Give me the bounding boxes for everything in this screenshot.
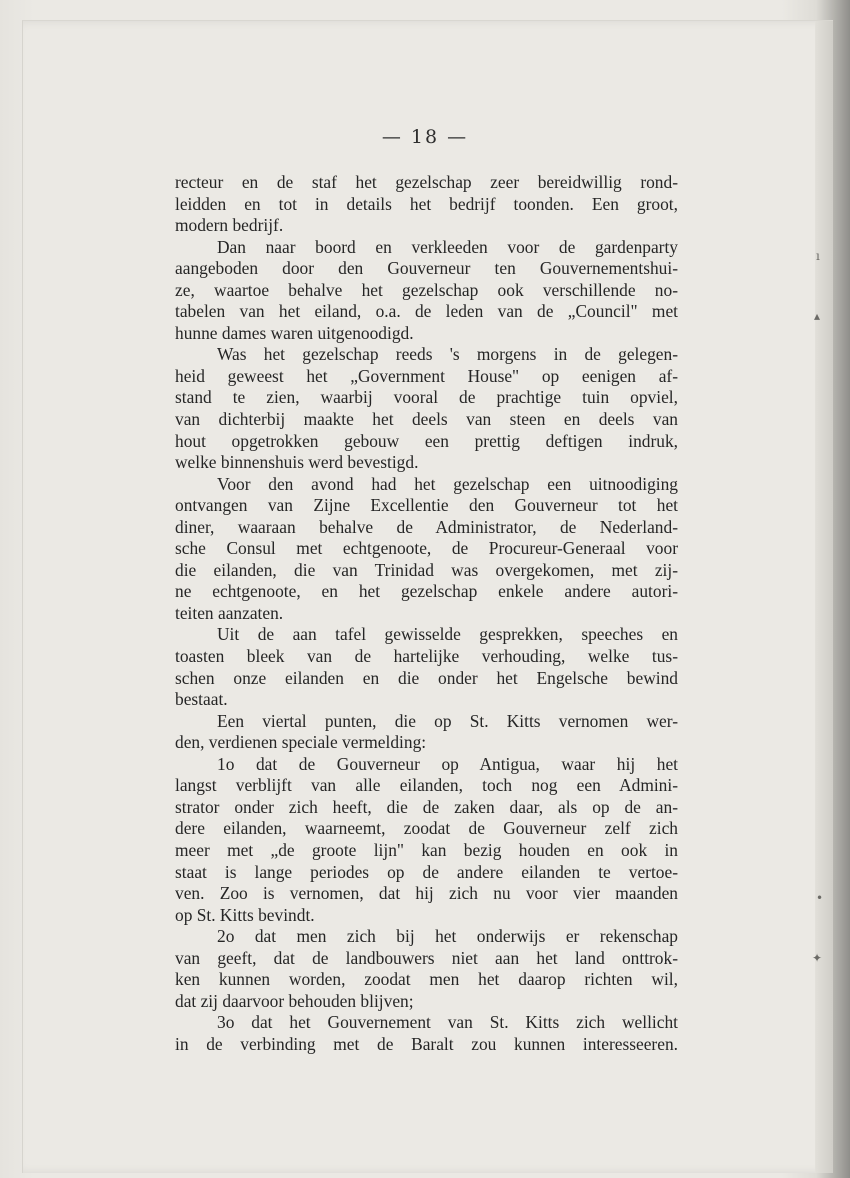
margin-mark: ▴ bbox=[814, 309, 821, 323]
page-number: — 18 — bbox=[381, 126, 469, 148]
text-line: stand te zien, waarbij vooral de prachtige tuin opviel, bbox=[175, 387, 678, 408]
text-line: ven. Zoo is vernomen, dat hij zich nu voor vier maanden bbox=[175, 883, 678, 904]
text-line: hout opgetrokken gebouw een prettig deftigen indruk, bbox=[175, 430, 678, 451]
text-line: op St. Kitts bevindt. bbox=[175, 904, 315, 925]
text-line: die eilanden, die van Trinidad was overgekomen, met zij- bbox=[175, 559, 678, 580]
text-line: strator onder zich heeft, die de zaken daar, als op de an- bbox=[175, 796, 678, 817]
text-line: aangeboden door den Gouverneur ten Gouvernementshui- bbox=[175, 258, 678, 279]
margin-mark: ✦ bbox=[812, 951, 823, 965]
text-line: ken kunnen worden, zoodat men het daarop richten wil, bbox=[175, 969, 678, 990]
margin-mark: • bbox=[816, 891, 824, 905]
text-line: staat is lange periodes op de andere eilanden te vertoe- bbox=[175, 861, 678, 882]
text-line: den, verdienen speciale vermelding: bbox=[175, 732, 427, 753]
text-line: recteur en de staf het gezelschap zeer bereidwillig rond- bbox=[175, 172, 678, 192]
text-line: Voor den avond had het gezelschap een uitnoodiging bbox=[217, 473, 678, 494]
text-line: Uit de aan tafel gewisselde gesprekken, speeches en bbox=[217, 624, 678, 645]
text-line: meer met „de groote lijn" kan bezig houden en ook in bbox=[175, 839, 678, 860]
text-line: diner, waaraan behalve de Administrator, de Nederland- bbox=[175, 516, 678, 537]
margin-mark: ı bbox=[816, 249, 820, 263]
body-text bbox=[175, 172, 678, 1055]
text-line: dat zij daarvoor behouden blijven; bbox=[175, 990, 414, 1011]
text-line: schen onze eilanden en die onder het Engelsche bewind bbox=[175, 667, 678, 688]
text-line: in de verbinding met de Baralt zou kunnen interesseeren. bbox=[175, 1033, 678, 1054]
text-line: welke binnenshuis werd bevestigd. bbox=[175, 452, 419, 473]
text-line: Een viertal punten, die op St. Kitts vernomen wer- bbox=[217, 710, 678, 731]
text-line: 2o dat men zich bij het onderwijs er rekenschap bbox=[217, 926, 678, 947]
text-line: van dichterbij maakte het deels van steen en deels van bbox=[175, 409, 678, 430]
text-line: 1o dat de Gouverneur op Antigua, waar hij het bbox=[217, 753, 678, 774]
text-line: Dan naar boord en verkleeden voor de gardenparty bbox=[217, 236, 678, 257]
text-line: ontvangen van Zijne Excellentie den Gouverneur tot het bbox=[175, 495, 678, 516]
text-line: ne echtgenoote, en het gezelschap enkele andere autori- bbox=[175, 581, 678, 602]
text-line: teiten aanzaten. bbox=[175, 602, 284, 623]
text-line: langst verblijft van alle eilanden, toch nog een Admini- bbox=[175, 775, 678, 796]
text-line: hunne dames waren uitgenoodigd. bbox=[175, 322, 414, 343]
text-line: modern bedrijf. bbox=[175, 215, 284, 236]
text-line: tabelen van het eiland, o.a. de leden van de „Council" met bbox=[175, 301, 678, 322]
text-line: leidden en tot in details het bedrijf toonden. Een groot, bbox=[175, 193, 678, 214]
text-line: toasten bleek van de hartelijke verhouding, welke tus- bbox=[175, 646, 678, 667]
text-line: ze, waartoe behalve het gezelschap ook verschillende no- bbox=[175, 279, 678, 300]
text-line: heid geweest het „Government House" op eenigen af- bbox=[175, 365, 678, 386]
text-line: Was het gezelschap reeds 's morgens in de gelegen- bbox=[217, 344, 678, 365]
text-line: bestaat. bbox=[175, 689, 228, 710]
text-line: sche Consul met echtgenoote, de Procureur-Generaal voor bbox=[175, 538, 678, 559]
text-line: van geeft, dat de landbouwers niet aan het land onttrok- bbox=[175, 947, 678, 968]
text-line: dere eilanden, waarneemt, zoodat de Gouverneur zelf zich bbox=[175, 818, 678, 839]
text-line: 3o dat het Gouvernement van St. Kitts zich wellicht bbox=[217, 1012, 678, 1033]
page-spine-shadow bbox=[815, 21, 833, 1173]
